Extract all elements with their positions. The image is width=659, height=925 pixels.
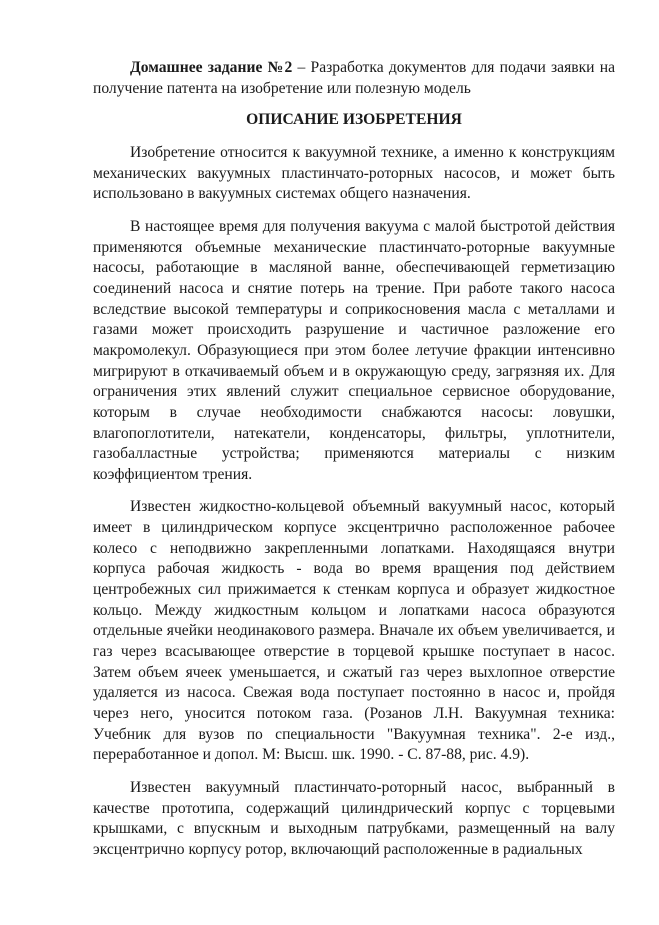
- paragraph-field-of-invention: Изобретение относится к вакуумной технике, а именно к конструкциям механических вакуумных пластинчато-роторных насосов, и может быть использовано в вакуумных системах общего назначения.: [93, 143, 615, 203]
- paragraph-background: В настоящее время для получения вакуума с малой быстротой действия применяются объемные механические пластинчато-роторные вакуумные насосы, работающие в масляной ванне, обеспечивающей герметизацию соединений насоса и снятие потерь на трение. При работе такого насоса вследствие высокой температуры и соприкосновения масла с металлами и газами может происходить разрушение и частичное разложение его макромолекул. Образующиеся при этом более летучие фракции интенсивно мигрируют в откачиваемый объем и в окружающую среду, загрязняя их. Для ограничения этих явлений служит специальное сервисное оборудование, которым в случае необходимости снабжаются насосы: ловушки, влагопоглотители, натекатели, конденсаторы, фильтры, уплотнители, газобалластные устройства; применяются материалы с низким коэффициентом трения.: [93, 217, 615, 483]
- paragraph-known-liquid-ring-pump: Известен жидкостно-кольцевой объемный вакуумный насос, который имеет в цилиндрическом корпусе эксцентрично расположенное рабочее колесо с неподвижно закрепленными лопатками. Находящаяся внутри корпуса рабочая жидкость - вода во время вращения под действием центробежных сил прижимается к стенкам корпуса и образует жидкостное кольцо. Между жидкостным кольцом и лопатками насоса образуются отдельные ячейки неодинакового размера. Вначале их объем увеличивается, и газ через всасывающее отверстие в торцевой крышке поступает в насос. Затем объем ячеек уменьшается, и сжатый газ через выхлопное отверстие удаляется из насоса. Свежая вода поступает постоянно в насос и, пройдя через него, уносится потоком газа. (Розанов Л.Н. Вакуумная техника: Учебник для вузов по специальности "Вакуумная техника". 2-е изд., переработанное и допол. М: Высш. шк. 1990. - С. 87-88, рис. 4.9).: [93, 498, 615, 764]
- assignment-heading: [93, 58, 615, 99]
- document-body: [93, 58, 615, 873]
- assignment-label: Домашнее задание №2: [130, 59, 293, 76]
- paragraph-prototype: Известен вакуумный пластинчато-роторный насос, выбранный в качестве прототипа, содержащий цилиндрический корпус с торцевыми крышками, с впускным и выходным патрубками, размещенный на валу эксцентрично корпусу ротор, включающий расположенные в радиальных: [93, 779, 615, 858]
- assignment-text: – Разработка документов для подачи заявки на получение патента на изобретение или полезную модель: [93, 59, 615, 97]
- document-title: ОПИСАНИЕ ИЗОБРЕТЕНИЯ: [246, 111, 462, 129]
